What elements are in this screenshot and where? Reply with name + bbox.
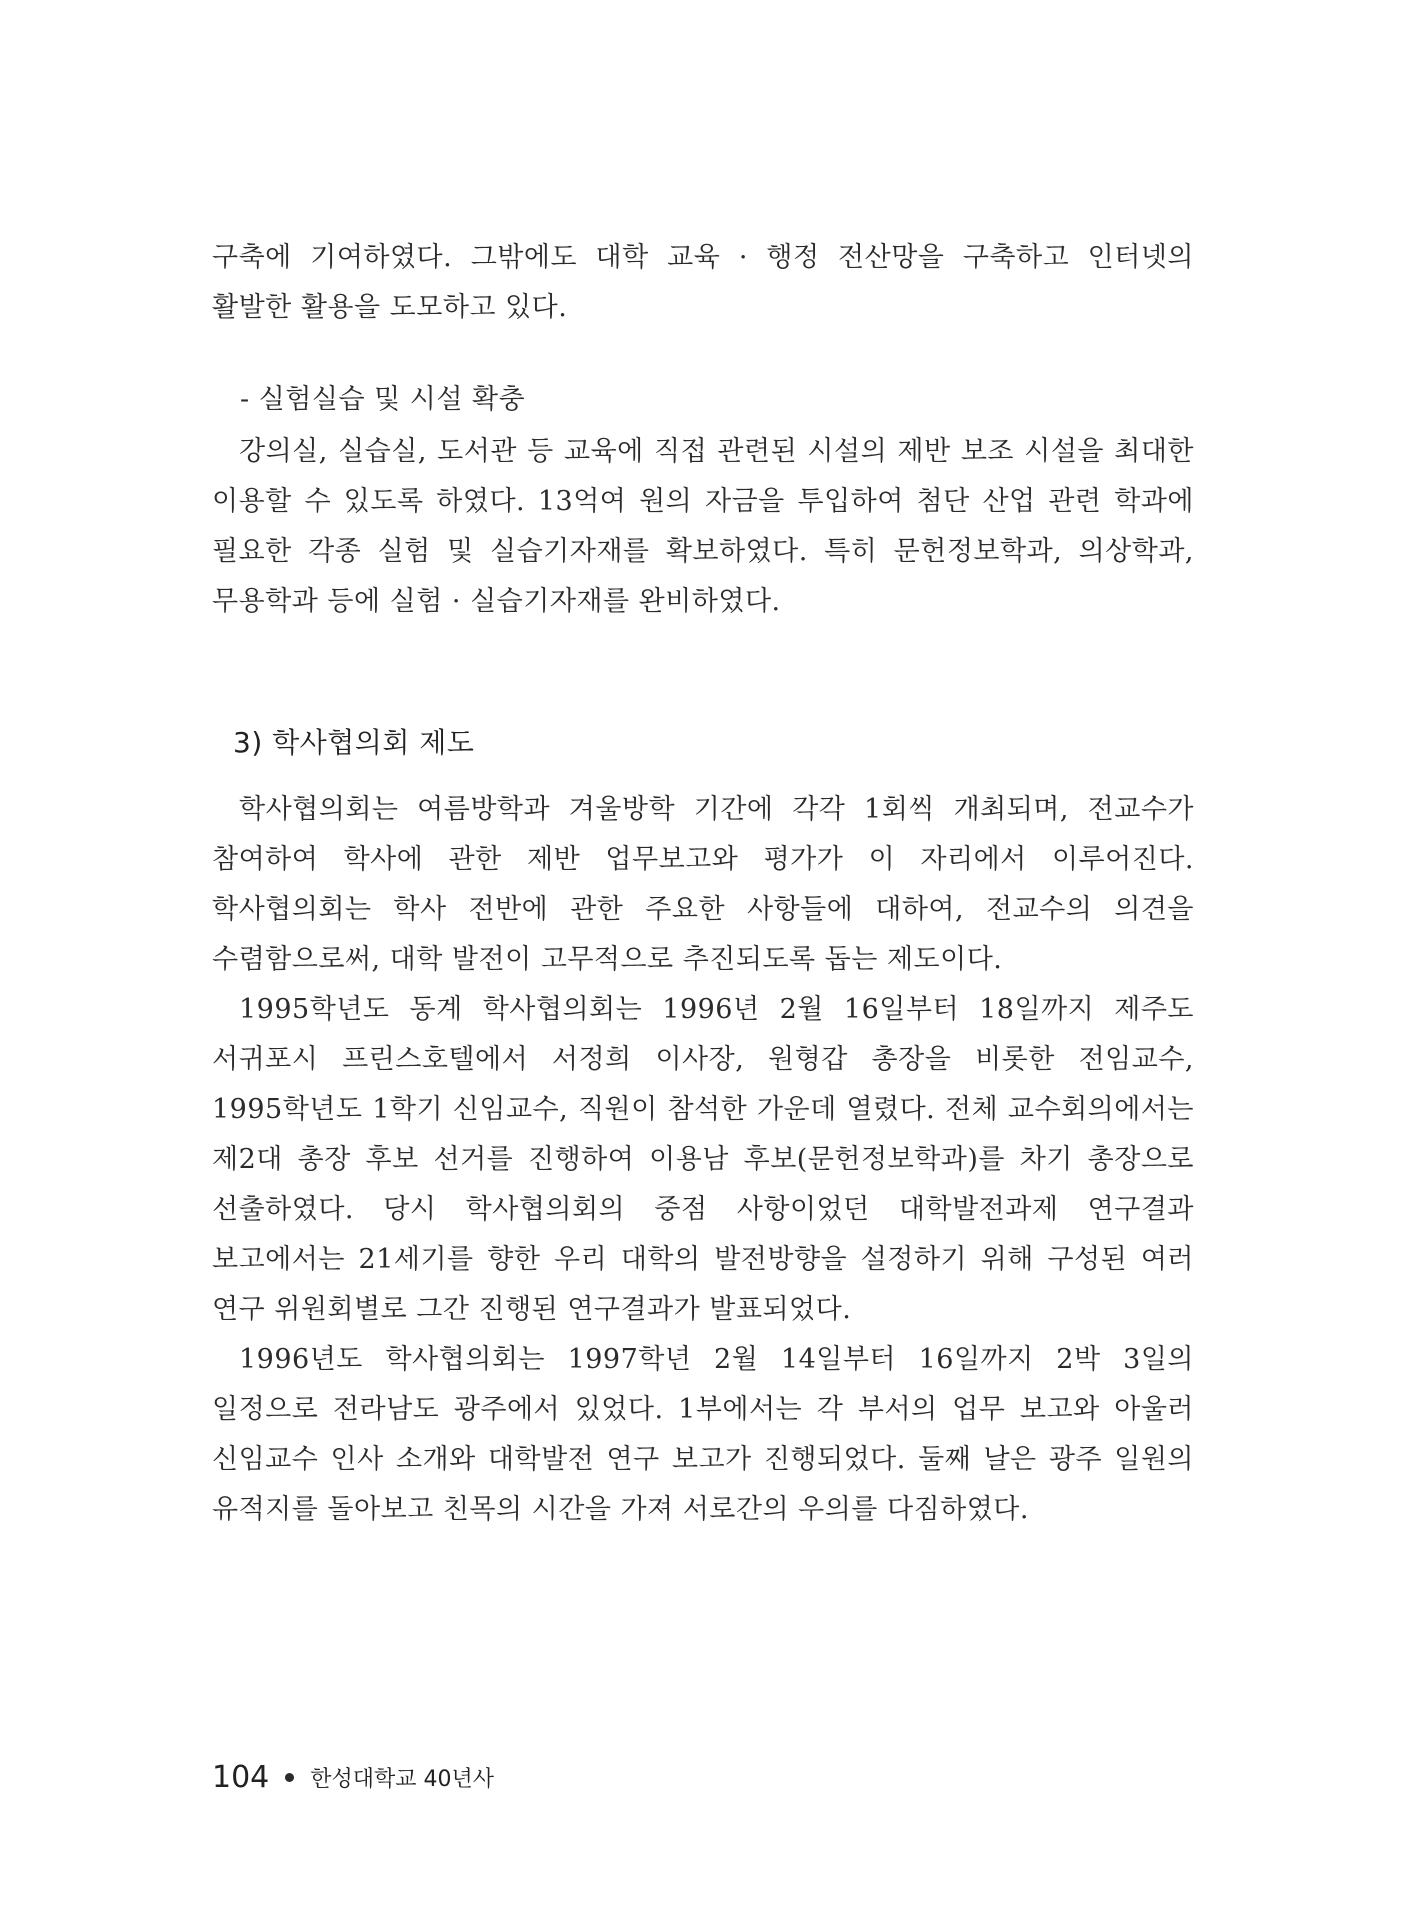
section3-paragraph-2: 1995학년도 동계 학사협의회는 1996년 2월 16일부터 18일까지 제주도 서귀포시 프린스호텔에서 서정희 이사장, 원형갑 총장을 비롯한 전임교수, 1995학년도 1학기 신임교수, 직원이 참석한 가운데 열렸다. 전체 교수회의에서는 제2대 총장 후보 선거를 진행하여 이용남 후보(문헌정보학과)를 차기 총장으로 선출하였다. 당시 학사협의회의 중점 사항이었던 대학발전과제 연구결과 보고에서는 21세기를 향한 우리 대학의 발전방향을 설정하기 위해 구성된 여러 연구 위원회별로 그간 진행된 연구결과가 발표되었다. [212,994,1194,1325]
lab-paragraph-block [212,427,1194,627]
section-heading: 3) 학사협의회 제도 [233,726,475,759]
lab-subheading: - 실험실습 및 시설 확충 [240,384,526,415]
intro-paragraph: 구축에 기여하였다. 그밖에도 대학 교육 · 행정 전산망을 구축하고 인터넷의 활발한 활용을 도모하고 있다. [212,242,1194,323]
section3-paragraph-1: 학사협의회는 여름방학과 겨울방학 기간에 각각 1회씩 개최되며, 전교수가 참여하여 학사에 관한 제반 업무보고와 평가가 이 자리에서 이루어진다. 학사협의회는 학사 전반에 관한 주요한 사항들에 대하여, 전교수의 의견을 수렴함으로써, 대학 발전이 고무적으로 추진되도록 돕는 제도이다. [212,794,1194,975]
section3-body [212,785,1194,1535]
section3-paragraph-3: 1996년도 학사협의회는 1997학년 2월 14일부터 16일까지 2박 3일의 일정으로 전라남도 광주에서 있었다. 1부에서는 각 부서의 업무 보고와 아울러 신임교수 인사 소개와 대학발전 연구 보고가 진행되었다. 둘째 날은 광주 일원의 유적지를 돌아보고 친목의 시간을 가져 서로간의 우의를 다짐하였다. [212,1344,1194,1525]
page-number: 104 [212,1760,270,1795]
bullet-separator-icon [285,1773,294,1782]
lab-paragraph: 강의실, 실습실, 도서관 등 교육에 직접 관련된 시설의 제반 보조 시설을 최대한 이용할 수 있도록 하였다. 13억여 원의 자금을 투입하여 첨단 산업 관련 학과에 필요한 각종 실험 및 실습기자재를 확보하였다. 특히 문헌정보학과, 의상학과, 무용학과 등에 실험 · 실습기자재를 완비하였다. [212,436,1194,617]
book-title: 한성대학교 40년사 [310,1767,495,1792]
page-footer [212,1760,494,1795]
intro-paragraph-block [212,233,1194,333]
